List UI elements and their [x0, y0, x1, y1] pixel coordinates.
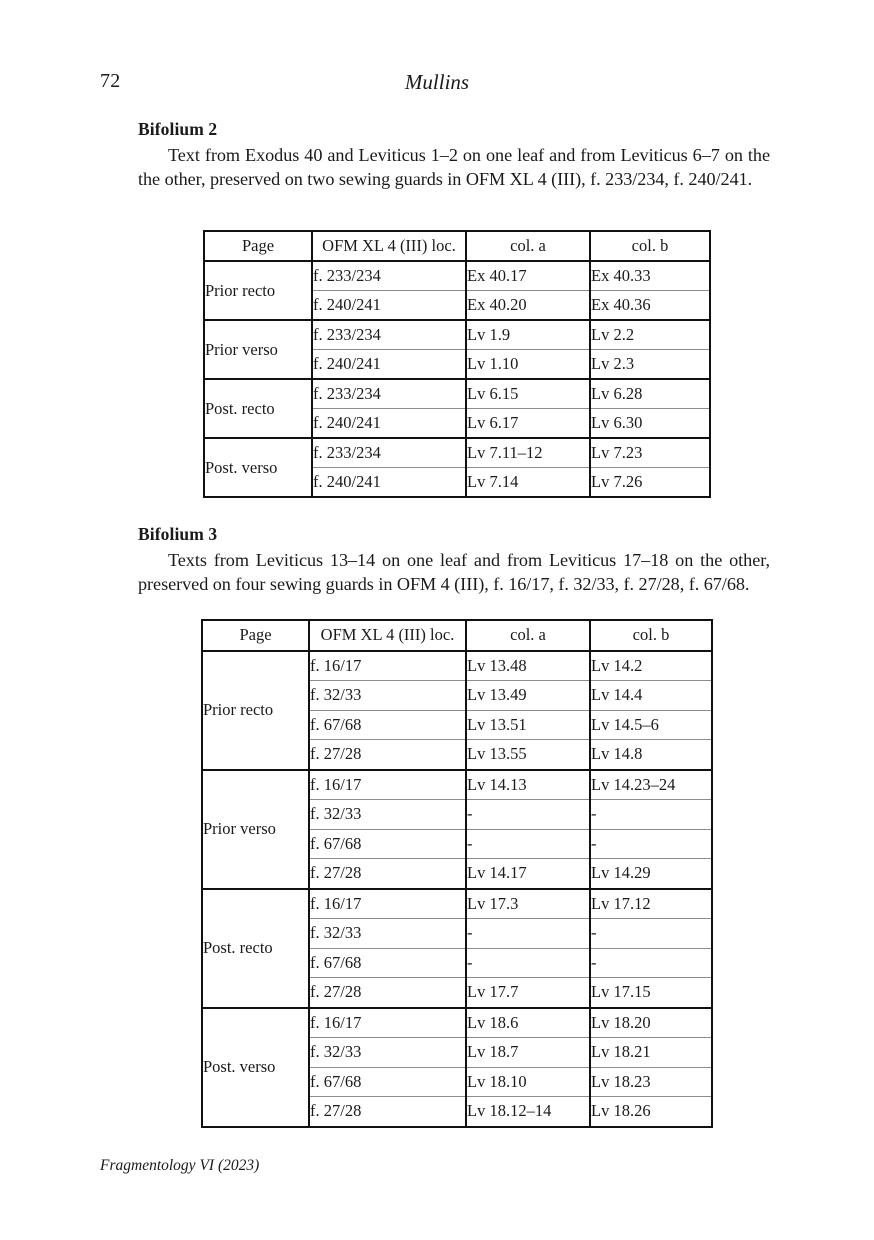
cell-page: Prior verso	[204, 320, 312, 379]
cell-col-a: Lv 14.13	[466, 770, 590, 800]
running-head-title: Mullins	[404, 70, 470, 94]
cell-col-b: -	[590, 919, 712, 949]
column-header-page: Page	[204, 231, 312, 261]
cell-page: Prior verso	[202, 770, 309, 889]
section-paragraph: Text from Exodus 40 and Leviticus 1–2 on one leaf and from Leviticus 6–7 on the the other, preserved on two sewing guards in OFM XL 4 (III), f. 233/234, f. 240/241.	[138, 145, 770, 190]
cell-col-a: Lv 18.10	[466, 1067, 590, 1097]
cell-col-b: Ex 40.36	[590, 291, 710, 321]
cell-col-b: Lv 7.26	[590, 468, 710, 498]
bifolium-2-table-wrapper	[203, 230, 703, 498]
cell-col-b: Lv 14.23–24	[590, 770, 712, 800]
column-header-loc: OFM XL 4 (III) loc.	[309, 620, 466, 651]
table-row	[202, 889, 712, 919]
cell-loc: f. 233/234	[312, 261, 466, 291]
cell-col-b: Lv 14.8	[590, 740, 712, 770]
table-head	[202, 620, 712, 651]
bifolium-3-table-wrapper	[201, 619, 705, 1128]
cell-loc: f. 67/68	[309, 1067, 466, 1097]
table-header-row	[204, 231, 710, 261]
cell-col-a: -	[466, 800, 590, 830]
cell-loc: f. 67/68	[309, 948, 466, 978]
cell-col-a: Lv 14.17	[466, 859, 590, 889]
cell-page: Prior recto	[202, 651, 309, 770]
cell-loc: f. 16/17	[309, 889, 466, 919]
cell-col-a: Lv 1.9	[466, 320, 590, 350]
cell-col-b: -	[590, 800, 712, 830]
cell-page: Prior recto	[204, 261, 312, 320]
cell-col-b: Lv 6.28	[590, 379, 710, 409]
cell-loc: f. 240/241	[312, 350, 466, 380]
cell-loc: f. 16/17	[309, 651, 466, 681]
cell-col-a: Lv 13.49	[466, 681, 590, 711]
cell-col-b: Lv 14.5–6	[590, 710, 712, 740]
cell-loc: f. 32/33	[309, 919, 466, 949]
table-row	[204, 438, 710, 468]
cell-loc: f. 32/33	[309, 1038, 466, 1068]
cell-loc: f. 67/68	[309, 829, 466, 859]
cell-page: Post. verso	[204, 438, 312, 497]
section-heading: Bifolium 2	[138, 119, 218, 139]
cell-col-b: Lv 2.2	[590, 320, 710, 350]
table-row	[204, 261, 710, 291]
cell-col-a: Lv 17.7	[466, 978, 590, 1008]
cell-loc: f. 32/33	[309, 800, 466, 830]
cell-col-a: Lv 13.51	[466, 710, 590, 740]
section-paragraph: Texts from Leviticus 13–14 on one leaf and from Leviticus 17–18 on the other, preserved on four sewing guards in OFM 4 (III), f. 16/17, f. 32/33, f. 27/28, f. 67/68.	[138, 550, 770, 595]
cell-col-a: -	[466, 829, 590, 859]
cell-col-a: Lv 7.14	[466, 468, 590, 498]
table-body	[202, 651, 712, 1127]
journal-footer: Fragmentology VI (2023)	[100, 1157, 260, 1174]
cell-col-b: Ex 40.33	[590, 261, 710, 291]
cell-loc: f. 67/68	[309, 710, 466, 740]
cell-col-b: -	[590, 829, 712, 859]
cell-page: Post. recto	[202, 889, 309, 1008]
cell-loc: f. 240/241	[312, 468, 466, 498]
section-bifolium-3	[138, 524, 770, 596]
cell-loc: f. 233/234	[312, 438, 466, 468]
cell-col-a: Ex 40.17	[466, 261, 590, 291]
bifolium-2-table	[203, 230, 711, 498]
table-row	[204, 379, 710, 409]
table-row	[202, 1008, 712, 1038]
cell-col-b: Lv 18.21	[590, 1038, 712, 1068]
cell-col-a: Lv 13.48	[466, 651, 590, 681]
cell-col-a: Lv 13.55	[466, 740, 590, 770]
cell-loc: f. 27/28	[309, 859, 466, 889]
cell-loc: f. 16/17	[309, 770, 466, 800]
section-heading: Bifolium 3	[138, 524, 218, 544]
cell-col-a: Lv 18.12–14	[466, 1097, 590, 1127]
cell-page: Post. recto	[204, 379, 312, 438]
cell-col-b: -	[590, 948, 712, 978]
cell-col-a: Lv 1.10	[466, 350, 590, 380]
cell-col-b: Lv 18.23	[590, 1067, 712, 1097]
cell-col-b: Lv 17.12	[590, 889, 712, 919]
table-row	[204, 320, 710, 350]
cell-col-a: Lv 17.3	[466, 889, 590, 919]
cell-loc: f. 27/28	[309, 740, 466, 770]
column-header-col-b: col. b	[590, 620, 712, 651]
cell-loc: f. 240/241	[312, 291, 466, 321]
cell-col-a: Lv 18.6	[466, 1008, 590, 1038]
cell-col-a: Lv 18.7	[466, 1038, 590, 1068]
cell-col-b: Lv 18.20	[590, 1008, 712, 1038]
table-row	[202, 770, 712, 800]
table-header-row	[202, 620, 712, 651]
cell-col-b: Lv 6.30	[590, 409, 710, 439]
cell-loc: f. 233/234	[312, 379, 466, 409]
cell-col-b: Lv 14.2	[590, 651, 712, 681]
cell-col-b: Lv 14.29	[590, 859, 712, 889]
running-head	[100, 70, 774, 100]
cell-col-b: Lv 14.4	[590, 681, 712, 711]
cell-loc: f. 27/28	[309, 1097, 466, 1127]
cell-loc: f. 16/17	[309, 1008, 466, 1038]
cell-loc: f. 27/28	[309, 978, 466, 1008]
cell-col-a: Ex 40.20	[466, 291, 590, 321]
column-header-col-a: col. a	[466, 620, 590, 651]
cell-page: Post. verso	[202, 1008, 309, 1127]
cell-loc: f. 32/33	[309, 681, 466, 711]
cell-col-b: Lv 2.3	[590, 350, 710, 380]
column-header-col-a: col. a	[466, 231, 590, 261]
cell-loc: f. 240/241	[312, 409, 466, 439]
cell-col-b: Lv 17.15	[590, 978, 712, 1008]
column-header-loc: OFM XL 4 (III) loc.	[312, 231, 466, 261]
page-number: 72	[100, 70, 121, 92]
column-header-page: Page	[202, 620, 309, 651]
column-header-col-b: col. b	[590, 231, 710, 261]
table-row	[202, 651, 712, 681]
cell-col-a: Lv 7.11–12	[466, 438, 590, 468]
table-body	[204, 261, 710, 497]
section-bifolium-2	[138, 119, 770, 191]
cell-col-a: -	[466, 919, 590, 949]
cell-col-b: Lv 18.26	[590, 1097, 712, 1127]
cell-col-a: -	[466, 948, 590, 978]
table-head	[204, 231, 710, 261]
cell-col-a: Lv 6.17	[466, 409, 590, 439]
cell-loc: f. 233/234	[312, 320, 466, 350]
bifolium-3-table	[201, 619, 713, 1128]
cell-col-a: Lv 6.15	[466, 379, 590, 409]
cell-col-b: Lv 7.23	[590, 438, 710, 468]
